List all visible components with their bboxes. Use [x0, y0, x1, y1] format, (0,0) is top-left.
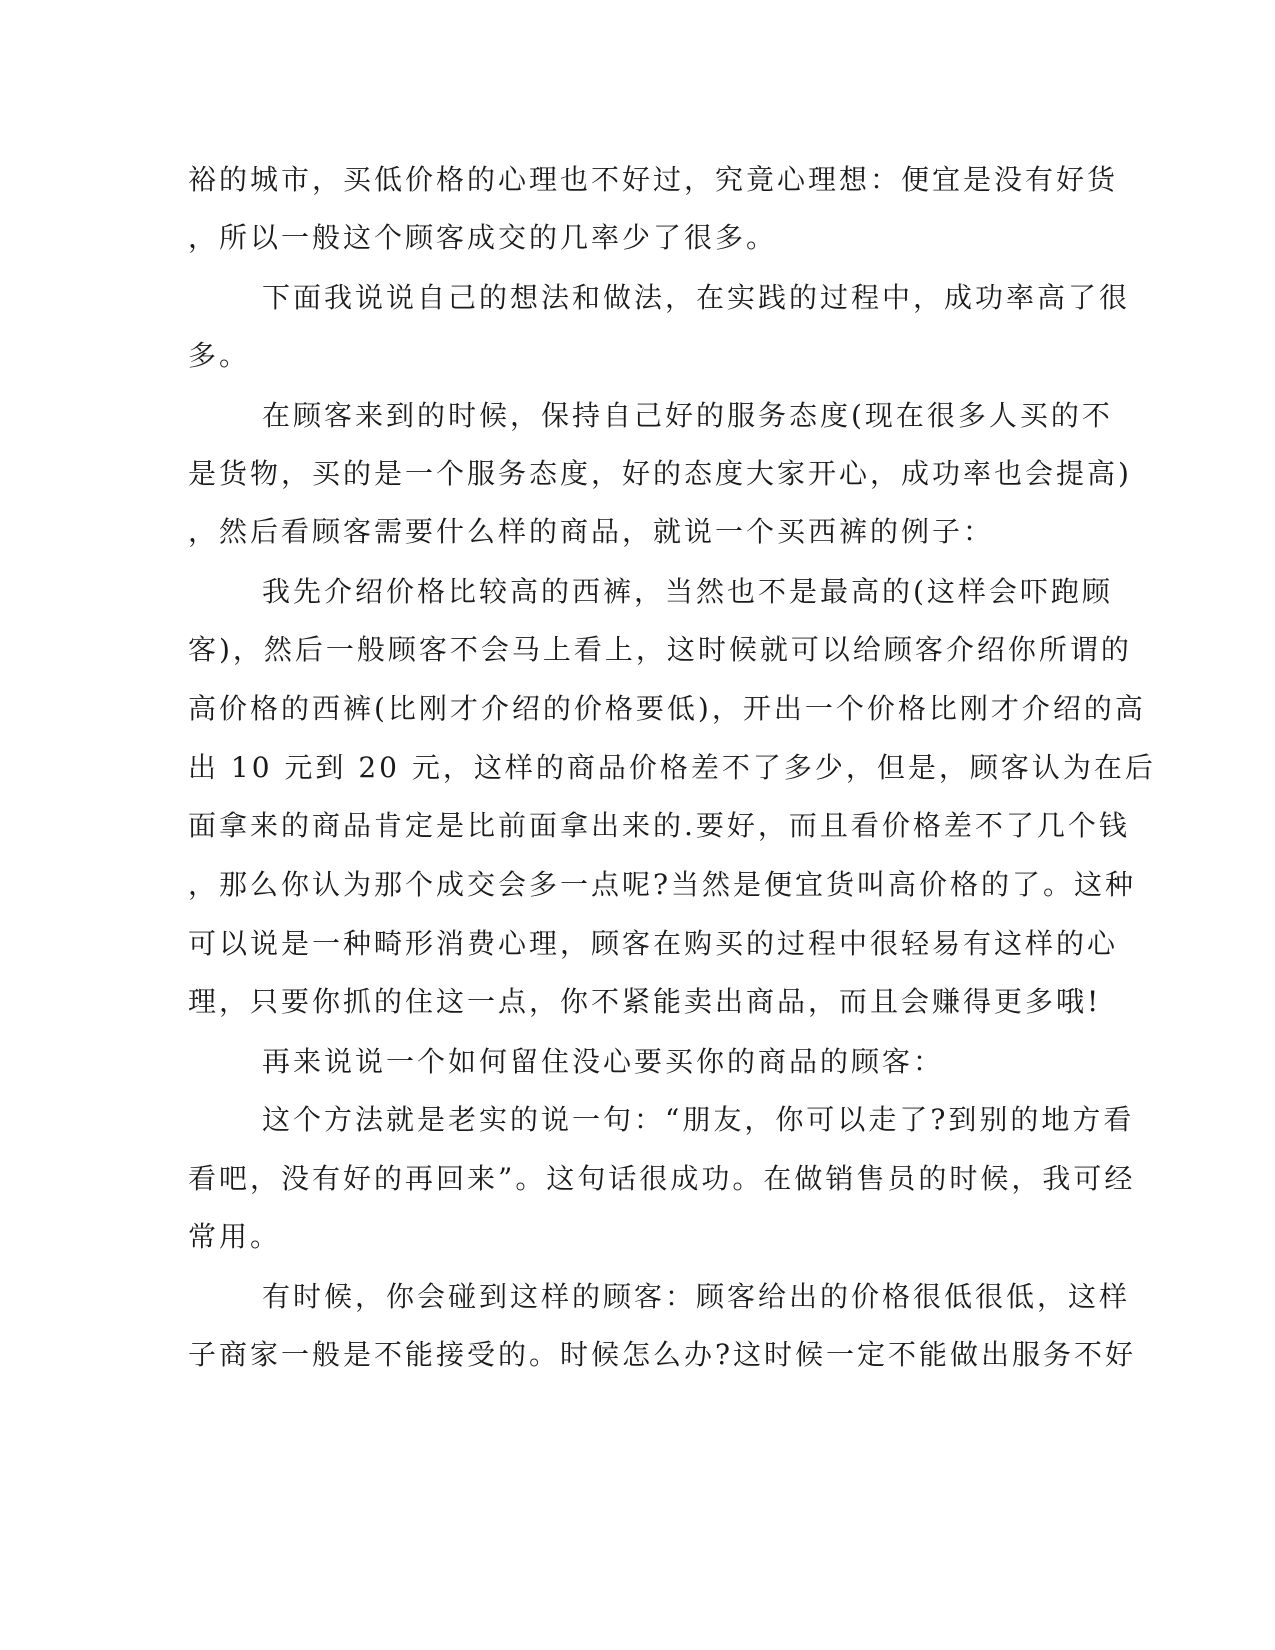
text-line-1: 裕的城市，买低价格的心理也不好过，究竟心理想：便宜是没有好货 [188, 163, 1119, 196]
text-line-19: 常用。 [188, 1220, 282, 1253]
text-line-3: 下面我说说自己的想法和做法，在实践的过程中，成功率高了很 [262, 281, 1131, 314]
text-line-10: 高价格的西裤(比刚才介绍的价格要低)，开出一个价格比刚才介绍的高 [188, 692, 1146, 725]
text-line-4: 多。 [188, 339, 251, 372]
text-line-16: 再来说说一个如何留住没心要买你的商品的顾客： [262, 1045, 945, 1078]
text-line-6: 是货物，买的是一个服务态度，好的态度大家开心，成功率也会提高) [188, 457, 1132, 490]
text-line-15: 理，只要你抓的住这一点，你不紧能卖出商品，而且会赚得更多哦! [188, 985, 1102, 1018]
text-line-20: 有时候，你会碰到这样的顾客：顾客给出的价格很低很低，这样 [262, 1280, 1131, 1313]
text-line-21: 子商家一般是不能接受的。时候怎么办?这时候一定不能做出服务不好 [188, 1338, 1137, 1371]
text-line-13: ，那么你认为那个成交会多一点呢?当然是便宜货叫高价格的了。这种 [188, 868, 1137, 901]
text-line-5: 在顾客来到的时候，保持自己好的服务态度(现在很多人买的不 [262, 399, 1113, 432]
text-line-14: 可以说是一种畸形消费心理，顾客在购买的过程中很轻易有这样的心 [188, 927, 1119, 960]
text-line-18: 看吧，没有好的再回来”。这句话很成功。在做销售员的时候，我可经 [188, 1162, 1136, 1195]
text-line-7: ，然后看顾客需要什么样的商品，就说一个买西裤的例子： [188, 515, 995, 548]
text-line-9: 客)，然后一般顾客不会马上看上，这时候就可以给顾客介绍你所谓的 [188, 633, 1132, 666]
text-line-11: 出 10 元到 20 元，这样的商品价格差不了多少，但是，顾客认为在后 [188, 751, 1156, 784]
text-line-12: 面拿来的商品肯定是比前面拿出来的.要好，而且看价格差不了几个钱 [188, 809, 1130, 842]
text-line-2: ，所以一般这个顾客成交的几率少了很多。 [188, 221, 778, 254]
text-line-8: 我先介绍价格比较高的西裤，当然也不是最高的(这样会吓跑顾 [262, 575, 1113, 608]
text-line-17: 这个方法就是老实的说一句：“朋友，你可以走了?到别的地方看 [262, 1103, 1135, 1136]
